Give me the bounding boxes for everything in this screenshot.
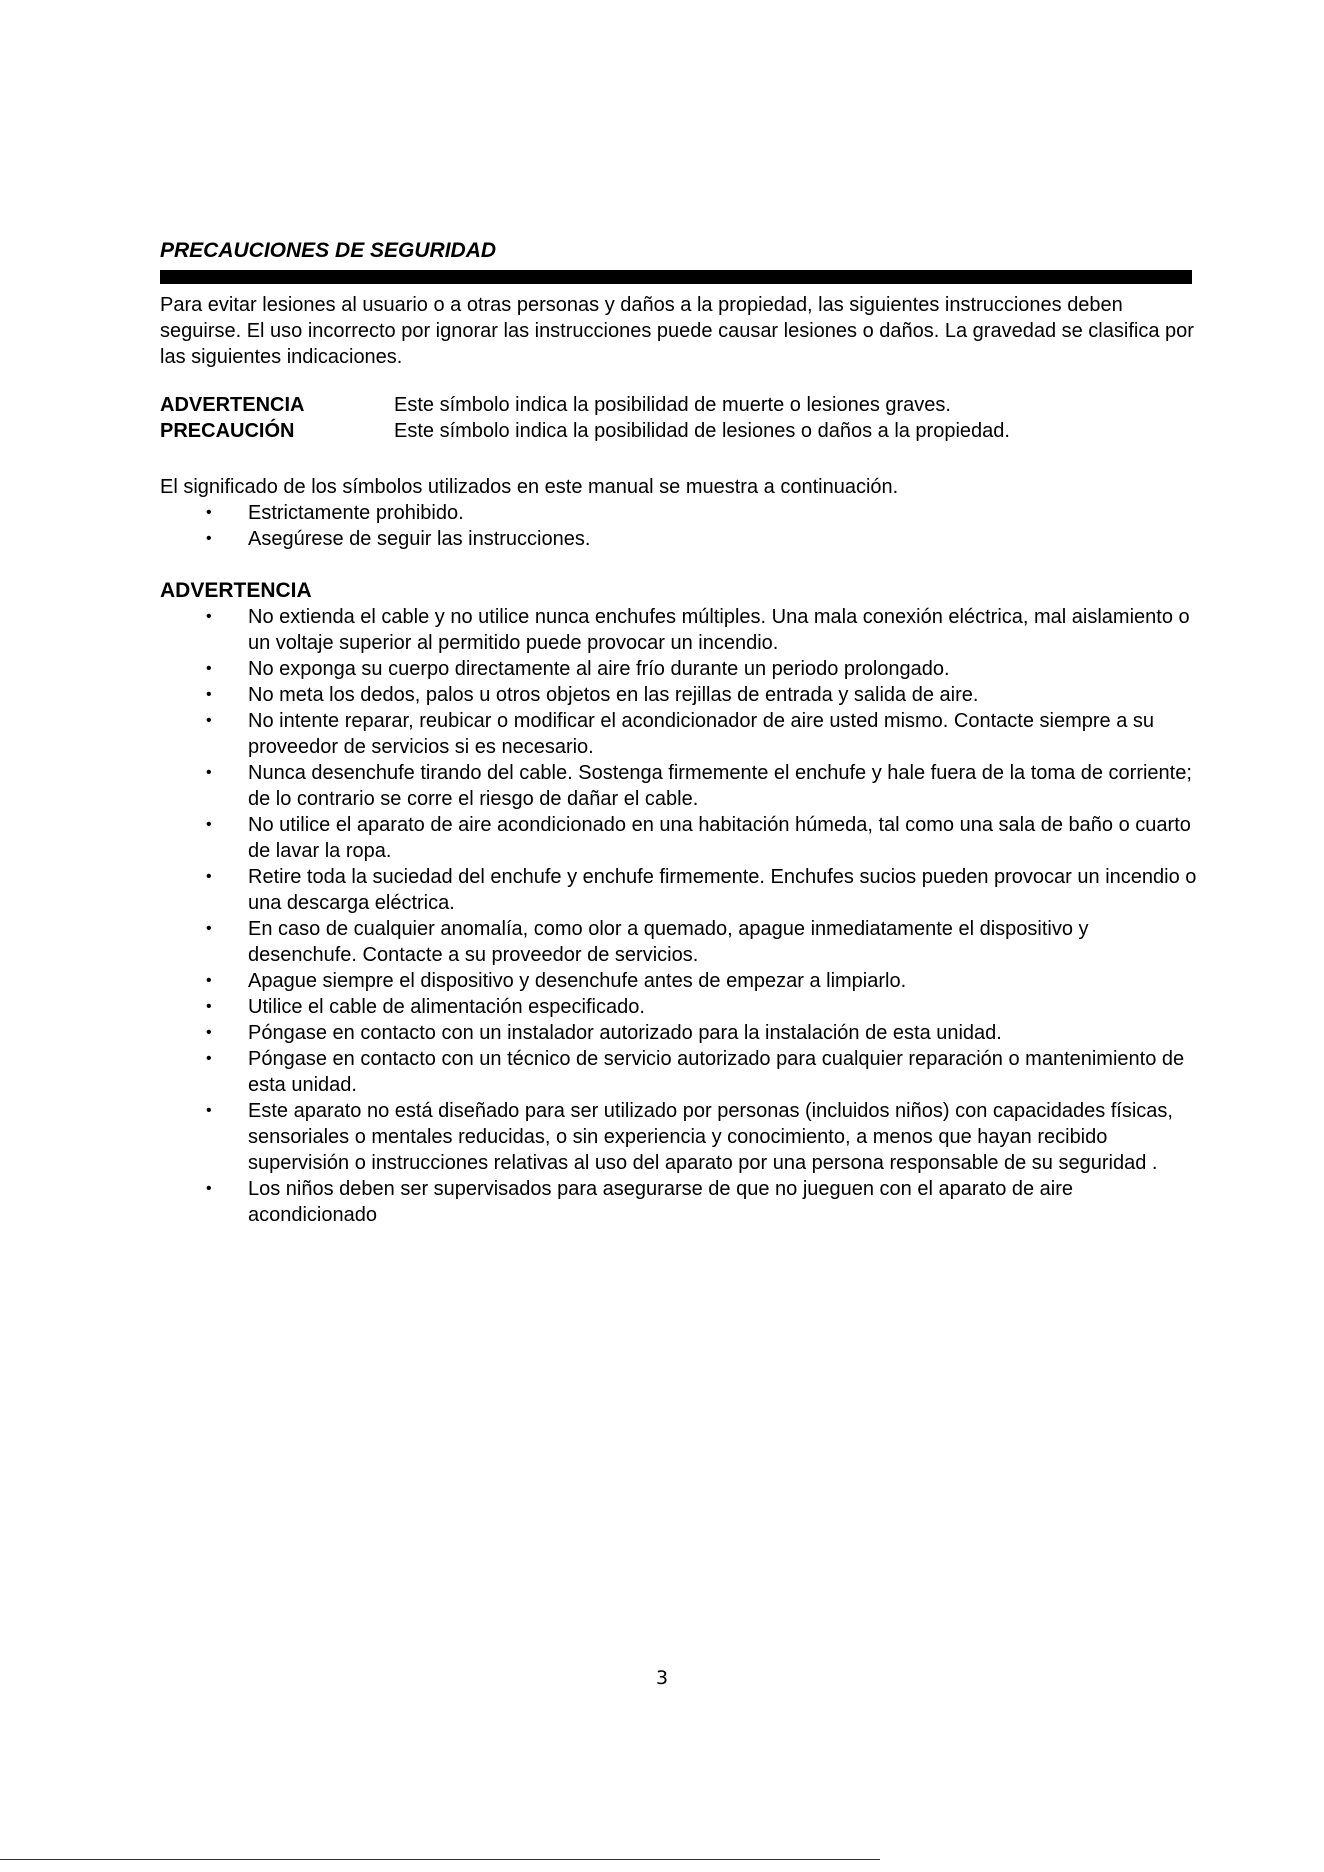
- list-item: [160, 1020, 1200, 1046]
- bullet-icon: •: [206, 660, 212, 677]
- bullet-icon: •: [206, 608, 212, 625]
- page-number: 3: [655, 1667, 669, 1689]
- bullet-icon: •: [206, 530, 212, 547]
- page-title: PRECAUCIONES DE SEGURIDAD: [160, 239, 497, 262]
- list-item: [160, 1046, 1200, 1098]
- bullet-icon: •: [206, 686, 212, 703]
- symbols-intro: El significado de los símbolos utilizados en este manual se muestra a continuación.: [160, 476, 899, 498]
- list-item-text: Los niños deben ser supervisados para asegurarse de que no jueguen con el aparato de aire acondicionado: [248, 1178, 1074, 1226]
- bottom-divider: [0, 1859, 880, 1860]
- bullet-icon: •: [206, 920, 212, 937]
- bullet-icon: •: [206, 504, 212, 521]
- list-item-text: Póngase en contacto con un instalador autorizado para la instalación de esta unidad.: [248, 1022, 1002, 1044]
- list-item: [160, 1098, 1200, 1176]
- bullet-icon: •: [206, 868, 212, 885]
- bullet-icon: •: [206, 764, 212, 781]
- list-item-text: Apague siempre el dispositivo y desenchufe antes de empezar a limpiarlo.: [248, 970, 907, 992]
- signal-row-caution: [160, 418, 1200, 444]
- list-item-text: No exponga su cuerpo directamente al aire frío durante un periodo prolongado.: [248, 658, 950, 680]
- signal-description: Este símbolo indica la posibilidad de lesiones o daños a la propiedad.: [394, 420, 1010, 442]
- list-item: [160, 916, 1200, 968]
- signal-description: Este símbolo indica la posibilidad de muerte o lesiones graves.: [394, 394, 951, 416]
- bullet-icon: •: [206, 972, 212, 989]
- warning-heading: ADVERTENCIA: [160, 579, 312, 602]
- list-item: [160, 864, 1200, 916]
- list-item: [160, 526, 1200, 552]
- list-item: [160, 682, 1200, 708]
- list-item: [160, 1176, 1200, 1228]
- list-item-text: Nunca desenchufe tirando del cable. Sostenga firmemente el enchufe y hale fuera de la toma de corriente; de lo contrario se corre el riesgo de dañar el cable.: [248, 762, 1192, 810]
- list-item-text: Asegúrese de seguir las instrucciones.: [248, 528, 591, 550]
- bullet-icon: •: [206, 1180, 212, 1197]
- list-item: [160, 994, 1200, 1020]
- list-item-text: Estrictamente prohibido.: [248, 502, 464, 524]
- list-item-text: No utilice el aparato de aire acondicionado en una habitación húmeda, tal como una sala de baño o cuarto de lavar la ropa.: [248, 814, 1191, 862]
- warnings-list: [160, 604, 1200, 1228]
- signal-term: ADVERTENCIA: [160, 394, 305, 416]
- list-item-text: No intente reparar, reubicar o modificar el acondicionador de aire usted mismo. Contacte siempre a su proveedor de servicios si es necesario.: [248, 710, 1155, 758]
- list-item: [160, 656, 1200, 682]
- list-item-text: Utilice el cable de alimentación especificado.: [248, 996, 645, 1018]
- list-item-text: No extienda el cable y no utilice nunca enchufes múltiples. Una mala conexión eléctrica, mal aislamiento o un voltaje superior al permitido puede provocar un incendio.: [248, 606, 1190, 654]
- bullet-icon: •: [206, 1102, 212, 1119]
- list-item: [160, 760, 1200, 812]
- list-item: [160, 708, 1200, 760]
- bullet-icon: •: [206, 712, 212, 729]
- intro-paragraph: Para evitar lesiones al usuario o a otras personas y daños a la propiedad, las siguientes instrucciones deben seguirse. El uso incorrecto por ignorar las instrucciones puede causar lesiones o daños. La gravedad se clasifica por las siguientes indicaciones.: [160, 294, 1194, 368]
- list-item: [160, 604, 1200, 656]
- bullet-icon: •: [206, 998, 212, 1015]
- list-item-text: No meta los dedos, palos u otros objetos en las rejillas de entrada y salida de aire.: [248, 684, 979, 706]
- bullet-icon: •: [206, 816, 212, 833]
- bullet-icon: •: [206, 1024, 212, 1041]
- bullet-icon: •: [206, 1050, 212, 1067]
- list-item-text: Póngase en contacto con un técnico de servicio autorizado para cualquier reparación o mantenimiento de esta unidad.: [248, 1048, 1185, 1096]
- list-item-text: Este aparato no está diseñado para ser utilizado por personas (incluidos niños) con capacidades físicas, sensoriales o mentales reducidas, o sin experiencia y conocimiento, a menos que hayan recibido supervisión o instrucciones relativas al uso del aparato por una persona responsable de su seguridad .: [248, 1100, 1173, 1174]
- list-item: [160, 812, 1200, 864]
- symbols-list: [160, 500, 1200, 552]
- list-item: [160, 500, 1200, 526]
- list-item-text: Retire toda la suciedad del enchufe y enchufe firmemente. Enchufes sucios pueden provocar un incendio o una descarga eléctrica.: [248, 866, 1197, 914]
- list-item: [160, 968, 1200, 994]
- signal-term: PRECAUCIÓN: [160, 420, 295, 442]
- title-divider: [160, 270, 1192, 284]
- list-item-text: En caso de cualquier anomalía, como olor a quemado, apague inmediatamente el dispositivo y desenchufe. Contacte a su proveedor de servicios.: [248, 918, 1089, 966]
- signal-row-warning: [160, 392, 1200, 418]
